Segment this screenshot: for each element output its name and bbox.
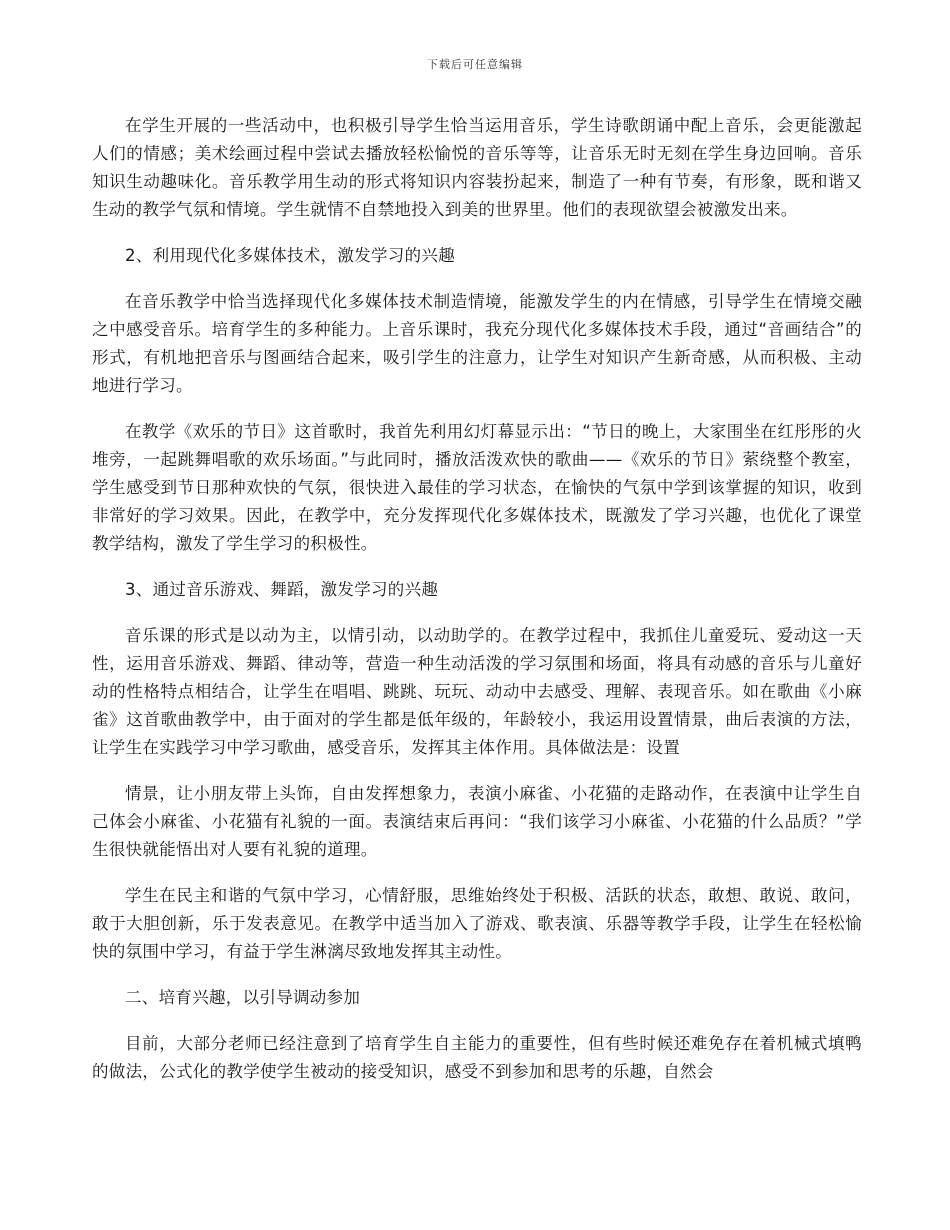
paragraph-1: 在学生开展的一些活动中，也积极引导学生恰当运用音乐，学生诗歌朗诵中配上音乐，会更能激起人们的情感；美术绘画过程中尝试去播放轻松愉悦的音乐等等，让音乐无时无刻在学生身边回响。音乐知识生动趣味化。音乐教学用生动的形式将知识内容装扮起来，制造了一种有节奏，有形象，既和谐又生动的教学气氛和情境。学生就情不自禁地投入到美的世界里。他们的表现欲望会被激发出来。 — [92, 116, 862, 219]
section-heading-two: 二、培育兴趣，以引导调动参加 — [125, 988, 361, 1007]
paragraph-3: 在教学《欢乐的节日》这首歌时，我首先利用幻灯幕显示出：“节日的晚上，大家围坐在红彤彤的火堆旁，一起跳舞唱歌的欢乐场面。”与此同时，播放活泼欢快的歌曲——《欢乐的节日》萦绕整个教室，学生感受到节日那种欢快的气氛，很快进入最佳的学习状态，在愉快的气氛中学到该掌握的知识，收到非常好的学习效果。因此，在教学中，充分发挥现代化多媒体技术，既激发了学习兴趣，也优化了课堂教学结构，激发了学生学习的积极性。 — [92, 422, 862, 553]
paragraph-4: 音乐课的形式是以动为主，以情引动，以动助学的。在教学过程中，我抓住儿童爱玩、爱动这一天性，运用音乐游戏、舞蹈、律动等，营造一种生动活泼的学习氛围和场面，将具有动感的音乐与儿童好动的性格特点相结合，让学生在唱唱、跳跳、玩玩、动动中去感受、理解、表现音乐。如在歌曲《小麻雀》这首歌曲教学中，由于面对的学生都是低年级的，年龄较小，我运用设置情景，曲后表演的方法，让学生在实践学习中学习歌曲，感受音乐，发挥其主体作用。具体做法是：设置 — [92, 626, 862, 757]
paragraph-5: 情景，让小朋友带上头饰，自由发挥想象力，表演小麻雀、小花猫的走路动作，在表演中让学生自己体会小麻雀、小花猫有礼貌的一面。表演结束后再问：“我们该学习小麻雀、小花猫的什么品质？”学生很快就能悟出对人要有礼貌的道理。 — [92, 784, 862, 859]
document-body — [92, 112, 862, 1104]
section-heading-2: 2、利用现代化多媒体技术，激发学习的兴趣 — [125, 246, 455, 265]
paragraph-7: 目前，大部分老师已经注意到了培育学生自主能力的重要性，但有些时候还难免存在着机械式填鸭的做法，公式化的教学使学生被动的接受知识，感受不到参加和思考的乐趣，自然会 — [92, 1034, 862, 1081]
paragraph-6: 学生在民主和谐的气氛中学习，心情舒服，思维始终处于积极、活跃的状态，敢想、敢说、敢问，敢于大胆创新，乐于发表意见。在教学中适当加入了游戏、歌表演、乐器等教学手段，让学生在轻松愉快的氛围中学习，有益于学生淋漓尽致地发挥其主动性。 — [92, 886, 862, 961]
section-heading-3: 3、通过音乐游戏、舞蹈，激发学习的兴趣 — [125, 580, 439, 599]
page-header-note: 下载后可任意编辑 — [427, 58, 523, 71]
paragraph-2: 在音乐教学中恰当选择现代化多媒体技术制造情境，能激发学生的内在情感，引导学生在情境交融之中感受音乐。培育学生的多种能力。上音乐课时，我充分现代化多媒体技术手段，通过“音画结合”的形式，有机地把音乐与图画结合起来，吸引学生的注意力，让学生对知识产生新奇感，从而积极、主动地进行学习。 — [92, 292, 862, 395]
